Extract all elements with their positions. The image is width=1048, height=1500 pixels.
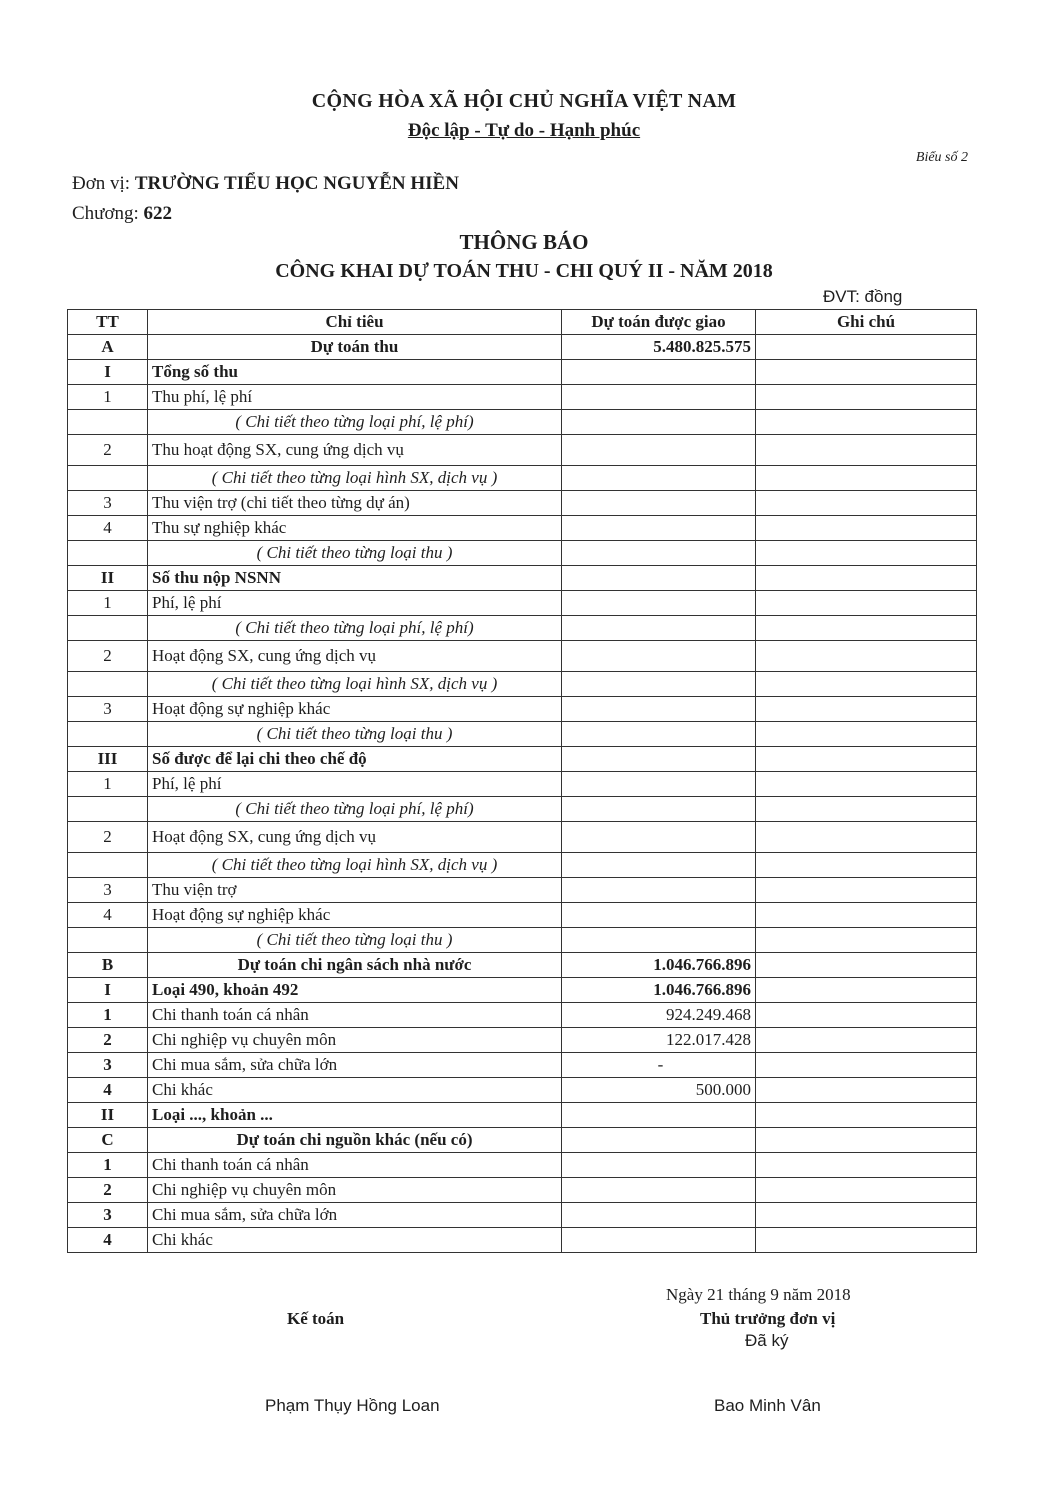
row-indicator: Thu phí, lệ phí (148, 385, 562, 410)
row-tt: 3 (68, 1203, 148, 1228)
row-indicator: Hoạt động SX, cung ứng dịch vụ (148, 822, 562, 853)
row-indicator: ( Chi tiết theo từng loại thu ) (148, 541, 562, 566)
table-row (68, 516, 977, 541)
row-tt: I (68, 978, 148, 1003)
row-amount (562, 541, 756, 566)
row-note (756, 928, 977, 953)
row-note (756, 1028, 977, 1053)
row-note (756, 1228, 977, 1253)
table-row (68, 1078, 977, 1103)
row-tt: II (68, 566, 148, 591)
row-indicator: Chi thanh toán cá nhân (148, 1153, 562, 1178)
table-row (68, 1028, 977, 1053)
row-tt: C (68, 1128, 148, 1153)
row-tt (68, 616, 148, 641)
table-row (68, 772, 977, 797)
row-indicator: Hoạt động sự nghiệp khác (148, 697, 562, 722)
row-tt: 3 (68, 697, 148, 722)
row-tt: 1 (68, 591, 148, 616)
table-row (68, 1203, 977, 1228)
head-of-unit-title: Thủ trưởng đơn vị (700, 1309, 836, 1328)
row-tt: 4 (68, 903, 148, 928)
row-note (756, 1103, 977, 1128)
table-header-row (68, 310, 977, 335)
row-indicator: Thu viện trợ (148, 878, 562, 903)
row-note (756, 491, 977, 516)
document-subtitle: CÔNG KHAI DỰ TOÁN THU - CHI QUÝ II - NĂM 2018 (275, 260, 773, 282)
row-note (756, 978, 977, 1003)
unit-name: TRƯỜNG TIỂU HỌC NGUYỄN HIỀN (134, 173, 459, 194)
table-row (68, 591, 977, 616)
row-tt: 3 (68, 878, 148, 903)
signature-date: Ngày 21 tháng 9 năm 2018 (666, 1285, 851, 1304)
row-note (756, 410, 977, 435)
national-motto (0, 120, 1048, 142)
accountant-name: Phạm Thụy Hồng Loan (265, 1396, 440, 1415)
row-amount: 924.249.468 (562, 1003, 756, 1028)
row-tt (68, 541, 148, 566)
row-note (756, 541, 977, 566)
row-amount (562, 1228, 756, 1253)
row-note (756, 672, 977, 697)
row-indicator: Chi mua sắm, sửa chữa lớn (148, 1053, 562, 1078)
row-indicator: Số được để lại chi theo chế độ (148, 747, 562, 772)
row-amount: 5.480.825.575 (562, 335, 756, 360)
row-note (756, 466, 977, 491)
row-amount (562, 722, 756, 747)
row-tt: I (68, 360, 148, 385)
row-amount (562, 1178, 756, 1203)
row-indicator: ( Chi tiết theo từng loại hình SX, dịch vụ ) (148, 672, 562, 697)
row-indicator: Chi nghiệp vụ chuyên môn (148, 1178, 562, 1203)
signed-mark: Đã ký (745, 1331, 789, 1350)
row-note (756, 385, 977, 410)
row-amount (562, 385, 756, 410)
table-row (68, 928, 977, 953)
row-note (756, 1153, 977, 1178)
row-tt (68, 853, 148, 878)
row-indicator: Thu viện trợ (chi tiết theo từng dự án) (148, 491, 562, 516)
row-amount (562, 435, 756, 466)
row-amount (562, 466, 756, 491)
row-amount (562, 410, 756, 435)
row-amount (562, 1103, 756, 1128)
row-note (756, 616, 977, 641)
row-amount (562, 591, 756, 616)
row-indicator: Hoạt động sự nghiệp khác (148, 903, 562, 928)
table-row (68, 1153, 977, 1178)
table-row (68, 1053, 977, 1078)
row-note (756, 1178, 977, 1203)
row-amount: - (562, 1053, 756, 1078)
row-tt: 1 (68, 1003, 148, 1028)
row-amount: 122.017.428 (562, 1028, 756, 1053)
chapter-value: 622 (143, 203, 173, 224)
row-indicator: Số thu nộp NSNN (148, 566, 562, 591)
currency-unit-note: ĐVT: đồng (823, 287, 903, 306)
row-amount (562, 1153, 756, 1178)
row-tt (68, 722, 148, 747)
document-title: THÔNG BÁO (459, 230, 589, 254)
row-note (756, 797, 977, 822)
row-amount (562, 747, 756, 772)
row-amount (562, 491, 756, 516)
row-amount (562, 566, 756, 591)
unit-label: Đơn vị: (72, 173, 131, 194)
row-note (756, 335, 977, 360)
row-indicator: Tổng số thu (148, 360, 562, 385)
header-note: Ghi chú (756, 310, 977, 335)
row-note (756, 591, 977, 616)
row-tt: B (68, 953, 148, 978)
row-indicator: Loại ..., khoản ... (148, 1103, 562, 1128)
row-note (756, 878, 977, 903)
row-note (756, 747, 977, 772)
row-tt: 2 (68, 435, 148, 466)
table-row (68, 1178, 977, 1203)
table-row (68, 978, 977, 1003)
header-indicator: Chỉ tiêu (148, 310, 562, 335)
table-row (68, 822, 977, 853)
unit-line (72, 173, 459, 195)
row-note (756, 697, 977, 722)
row-indicator: Chi mua sắm, sửa chữa lớn (148, 1203, 562, 1228)
row-amount: 500.000 (562, 1078, 756, 1103)
row-amount (562, 1128, 756, 1153)
chapter-label: Chương: (72, 203, 139, 224)
row-tt: 2 (68, 641, 148, 672)
row-tt: 1 (68, 772, 148, 797)
row-amount (562, 903, 756, 928)
row-indicator: ( Chi tiết theo từng loại thu ) (148, 928, 562, 953)
row-amount (562, 697, 756, 722)
table-row (68, 797, 977, 822)
row-indicator: ( Chi tiết theo từng loại hình SX, dịch vụ ) (148, 466, 562, 491)
table-row (68, 953, 977, 978)
row-note (756, 822, 977, 853)
motto-text: Độc lập - Tự do - Hạnh phúc (407, 120, 641, 141)
accountant-title: Kế toán (287, 1309, 345, 1328)
row-tt: 1 (68, 385, 148, 410)
row-amount (562, 928, 756, 953)
row-amount (562, 772, 756, 797)
table-row (68, 722, 977, 747)
row-indicator: Thu hoạt động SX, cung ứng dịch vụ (148, 435, 562, 466)
row-indicator: Dự toán chi nguồn khác (nếu có) (148, 1128, 562, 1153)
row-tt: 2 (68, 1028, 148, 1053)
row-tt (68, 672, 148, 697)
budget-table (67, 309, 977, 1253)
row-tt: 2 (68, 1178, 148, 1203)
table-row (68, 410, 977, 435)
row-amount (562, 797, 756, 822)
table-row (68, 1228, 977, 1253)
form-number: Biểu số 2 (915, 150, 968, 165)
row-indicator: Dự toán thu (148, 335, 562, 360)
table-row (68, 1103, 977, 1128)
row-amount (562, 516, 756, 541)
row-indicator: ( Chi tiết theo từng loại hình SX, dịch vụ ) (148, 853, 562, 878)
national-title: CỘNG HÒA XÃ HỘI CHỦ NGHĨA VIỆT NAM (311, 90, 737, 112)
table-row (68, 672, 977, 697)
row-indicator: Hoạt động SX, cung ứng dịch vụ (148, 641, 562, 672)
table-row (68, 903, 977, 928)
row-indicator: Loại 490, khoản 492 (148, 978, 562, 1003)
table-row (68, 616, 977, 641)
row-note (756, 435, 977, 466)
row-amount: 1.046.766.896 (562, 953, 756, 978)
row-tt (68, 797, 148, 822)
row-note (756, 1078, 977, 1103)
row-amount (562, 853, 756, 878)
table-row (68, 641, 977, 672)
table-row (68, 541, 977, 566)
row-note (756, 722, 977, 747)
row-indicator: Phí, lệ phí (148, 591, 562, 616)
row-indicator: ( Chi tiết theo từng loại phí, lệ phí) (148, 410, 562, 435)
row-indicator: Dự toán chi ngân sách nhà nước (148, 953, 562, 978)
row-note (756, 566, 977, 591)
row-indicator: Chi khác (148, 1228, 562, 1253)
row-note (756, 360, 977, 385)
row-note (756, 853, 977, 878)
table-row (68, 697, 977, 722)
header-amount: Dự toán được giao (562, 310, 756, 335)
row-amount (562, 878, 756, 903)
row-amount (562, 360, 756, 385)
table-row (68, 1128, 977, 1153)
row-tt: 4 (68, 516, 148, 541)
row-note (756, 1128, 977, 1153)
row-note (756, 516, 977, 541)
row-note (756, 903, 977, 928)
row-indicator: ( Chi tiết theo từng loại phí, lệ phí) (148, 797, 562, 822)
row-amount: 1.046.766.896 (562, 978, 756, 1003)
table-row (68, 747, 977, 772)
row-note (756, 953, 977, 978)
row-amount (562, 672, 756, 697)
chapter-line (72, 203, 172, 225)
row-tt: III (68, 747, 148, 772)
row-tt: 4 (68, 1228, 148, 1253)
row-indicator: Thu sự nghiệp khác (148, 516, 562, 541)
row-amount (562, 641, 756, 672)
row-tt: 4 (68, 1078, 148, 1103)
table-row (68, 566, 977, 591)
table-row (68, 491, 977, 516)
table-row (68, 360, 977, 385)
row-indicator: Chi khác (148, 1078, 562, 1103)
table-row (68, 853, 977, 878)
table-row (68, 1003, 977, 1028)
row-amount (562, 822, 756, 853)
row-note (756, 1203, 977, 1228)
row-note (756, 772, 977, 797)
row-note (756, 641, 977, 672)
row-indicator: Phí, lệ phí (148, 772, 562, 797)
row-amount (562, 616, 756, 641)
row-tt: 2 (68, 822, 148, 853)
table-row (68, 466, 977, 491)
row-tt (68, 410, 148, 435)
row-tt: II (68, 1103, 148, 1128)
table-row (68, 435, 977, 466)
row-indicator: ( Chi tiết theo từng loại thu ) (148, 722, 562, 747)
header-tt: TT (68, 310, 148, 335)
row-tt: 1 (68, 1153, 148, 1178)
table-row (68, 878, 977, 903)
row-note (756, 1053, 977, 1078)
row-tt: A (68, 335, 148, 360)
row-indicator: Chi thanh toán cá nhân (148, 1003, 562, 1028)
row-tt (68, 928, 148, 953)
row-tt: 3 (68, 491, 148, 516)
table-row (68, 335, 977, 360)
row-tt (68, 466, 148, 491)
row-indicator: Chi nghiệp vụ chuyên môn (148, 1028, 562, 1053)
row-indicator: ( Chi tiết theo từng loại phí, lệ phí) (148, 616, 562, 641)
table-row (68, 385, 977, 410)
row-note (756, 1003, 977, 1028)
head-of-unit-name: Bao Minh Vân (714, 1396, 821, 1415)
row-tt: 3 (68, 1053, 148, 1078)
row-amount (562, 1203, 756, 1228)
